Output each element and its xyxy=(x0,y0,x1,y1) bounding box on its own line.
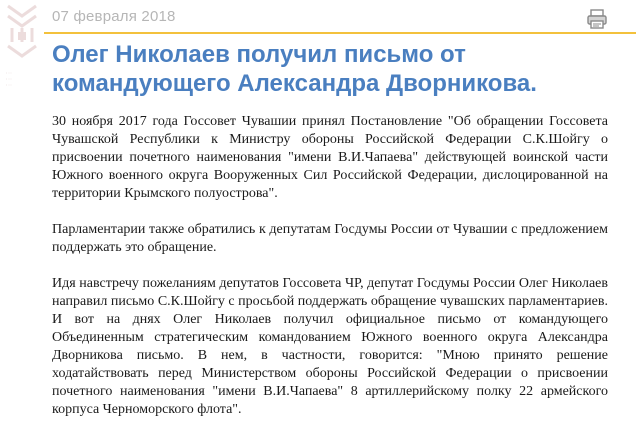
header-divider xyxy=(44,32,636,34)
chuvash-ornament-logo xyxy=(2,2,42,66)
print-icon[interactable] xyxy=(586,8,608,30)
article-body xyxy=(52,113,608,437)
article-paragraph: Парламентарии также обратились к депутатам Госдумы России от Чувашии с предложением поддержать это обращение. xyxy=(52,222,608,255)
vertical-decoration: ⋮⋮⋮ xyxy=(5,70,11,88)
article-title: Олег Николаев получил письмо от командующего Александра Дворникова. xyxy=(52,41,537,97)
article-paragraph: Идя навстречу пожеланиям депутатов Госсовета ЧР, депутат Госдумы России Олег Николаев направил письмо С.К.Шойгу с просьбой поддержать обращение чувашских парламентариев. И вот на днях Олег Николаев получил официальное письмо от командующего Объединенным стратегическим командованием Южного военного округа Александра Дворникова письмо. В нем, в частности, говорится: "Мною принято решение ходатайствовать перед Министерством обороны Российской Федерации о присвоении почетного наименования "имени В.И.Чапаева" 8 артиллерийскому полку 22 армейского корпуса Черноморского флота". xyxy=(52,276,608,417)
article-date: 07 февраля 2018 xyxy=(52,8,176,25)
article-paragraph: 30 ноября 2017 года Госсовет Чувашии принял Постановление "Об обращении Госсовета Чувашской Республики к Министру обороны Российской Федерации С.К.Шойгу о присвоении почетного наименования "имени В.И.Чапаева" действующей воинской части Южного военного округа Вооруженных Сил Российской Федерации, дислоцированной на территории Крымского полуострова". xyxy=(52,114,608,201)
